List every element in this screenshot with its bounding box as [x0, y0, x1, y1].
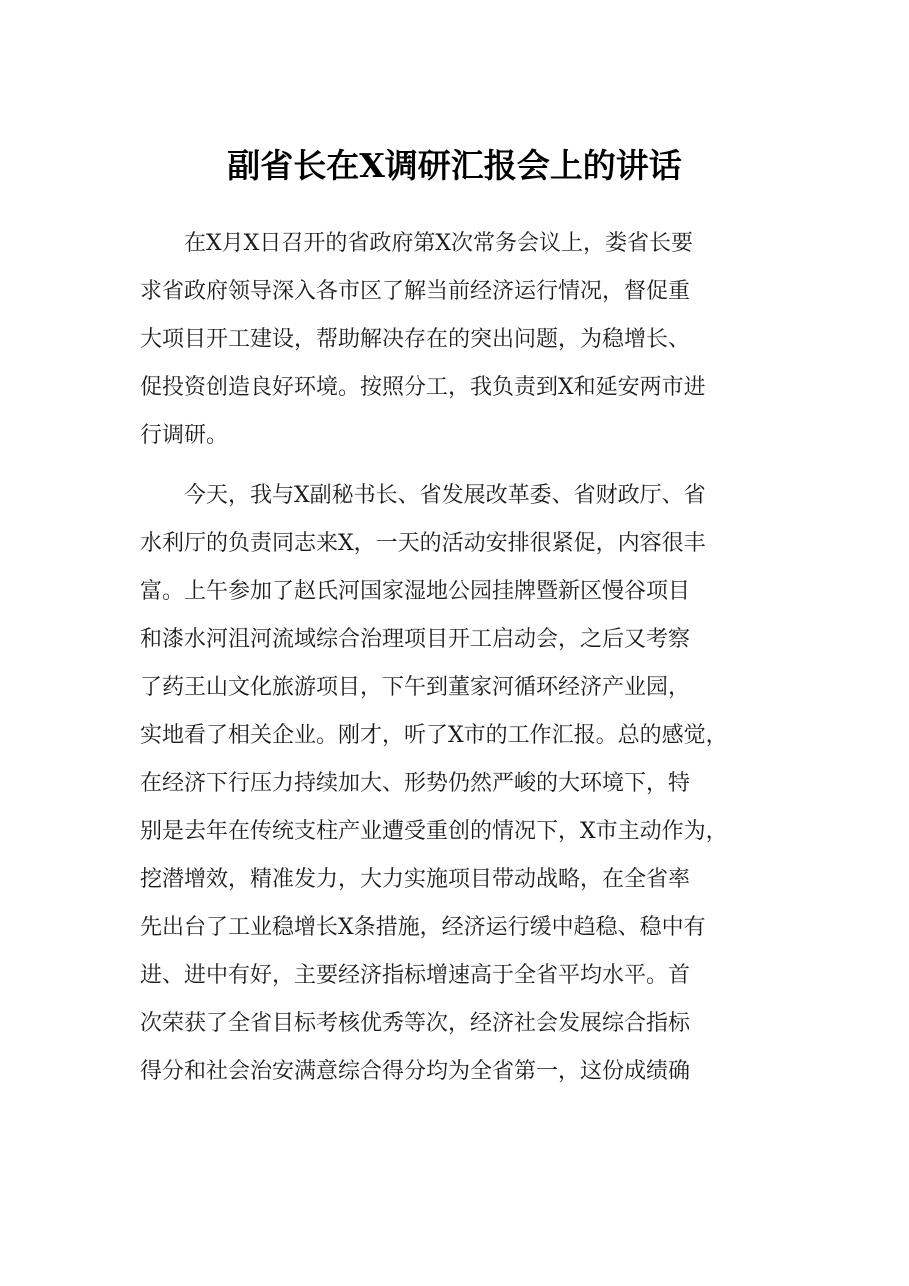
- text-line: 行调研。: [140, 423, 229, 448]
- text-line: 次荣获了全省目标考核优秀等次，经济社会发展综合指标: [140, 1011, 691, 1036]
- paragraph-1: [140, 220, 706, 460]
- paragraph-2: [140, 472, 728, 1096]
- text-line: 水利厅的负责同志来X，一天的活动安排很紧促，内容很丰: [140, 531, 706, 556]
- text-line: 挖潜增效，精准发力，大力实施项目带动战略，在全省率: [140, 867, 691, 892]
- document-title: 副省长在X调研汇报会上的讲话: [227, 146, 682, 185]
- text-line: 先出台了工业稳增长X条措施，经济运行缓中趋稳、稳中有: [140, 915, 706, 940]
- text-line: 实地看了相关企业。刚才，听了X市的工作汇报。总的感觉，: [140, 723, 728, 748]
- text-line: 在X月X日召开的省政府第X次常务会议上，娄省长要: [140, 231, 693, 256]
- text-line: 富。上午参加了赵氏河国家湿地公园挂牌暨新区慢谷项目: [140, 579, 691, 604]
- text-line: 求省政府领导深入各市区了解当前经济运行情况，督促重: [140, 279, 691, 304]
- text-line: 进、进中有好，主要经济指标增速高于全省平均水平。首: [140, 963, 691, 988]
- text-line: 得分和社会治安满意综合得分均为全省第一，这份成绩确: [140, 1059, 691, 1084]
- text-line: 促投资创造良好环境。按照分工，我负责到X和延安两市进: [140, 375, 706, 400]
- text-line: 和漆水河沮河流域综合治理项目开工启动会，之后又考察: [140, 627, 691, 652]
- text-line: 在经济下行压力持续加大、形势仍然严峻的大环境下，特: [140, 771, 691, 796]
- text-line: 别是去年在传统支柱产业遭受重创的情况下，X市主动作为，: [140, 819, 728, 844]
- text-line: 了药王山文化旅游项目，下午到董家河循环经济产业园，: [140, 675, 691, 700]
- text-line: 今天，我与X副秘书长、省发展改革委、省财政厅、省: [140, 483, 706, 508]
- text-line: 大项目开工建设，帮助解决存在的突出问题，为稳增长、: [140, 327, 691, 352]
